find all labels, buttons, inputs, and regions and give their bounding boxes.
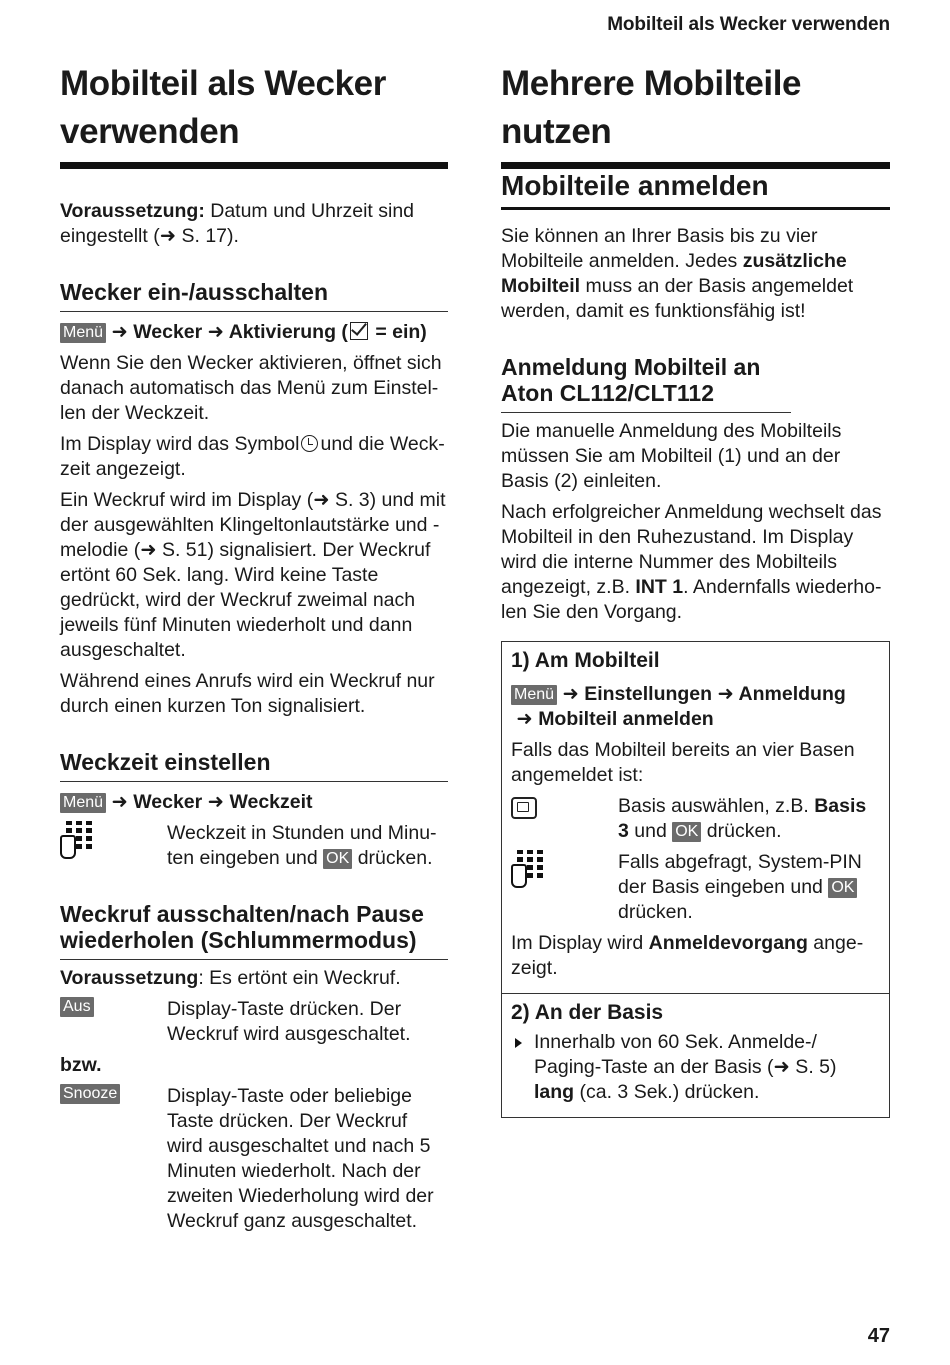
checkbox-icon <box>350 322 368 340</box>
box-section-handset <box>502 642 889 993</box>
instruction-text: Display-Taste drücken. Der Weckruf wird ausgeschaltet. <box>167 998 411 1045</box>
arrow-icon: ➜ <box>159 225 177 247</box>
text: drücken. <box>352 847 433 869</box>
section-title-register: Mobilteile anmelden <box>501 169 890 210</box>
ok-key[interactable]: OK <box>323 849 352 869</box>
ok-key[interactable]: OK <box>828 878 857 898</box>
section-title-alarm-onoff: Wecker ein-/ausschalten <box>60 279 448 312</box>
page-number: 47 <box>867 1325 890 1347</box>
text: Falls abgefragt, System-PIN der Basis eingeben und <box>618 851 862 898</box>
ok-key[interactable]: OK <box>672 822 701 842</box>
path-item-settings: Einstellungen <box>584 683 713 705</box>
bullet-triangle-icon <box>515 1038 522 1048</box>
arrow-icon: ➜ <box>717 683 734 705</box>
page-title-alarm: Mobilteil als Wecker verwenden <box>60 60 448 169</box>
menu-key[interactable]: Menü <box>60 323 106 343</box>
menu-path-alarm-time <box>60 790 448 815</box>
instruction-box <box>501 641 890 1118</box>
text: S. 5) <box>789 1056 837 1078</box>
text-bold: Anmeldevorgang <box>648 932 808 954</box>
text: S. 3) und mit der ausgewählten Klingeltonlautstärke und -melodie ( <box>60 489 446 561</box>
off-key[interactable]: Aus <box>60 997 94 1017</box>
page-title-multiple-handsets: Mehrere Mobilteile nutzen <box>501 60 890 169</box>
arrow-icon: ➜ <box>562 683 579 705</box>
text: Nach erfolgreicher Anmeldung wechselt das Mobilteil in den Ruhezustand. Im Display wird die interne Nummer des Mobilteils angezeigt, z.B. <box>501 501 882 598</box>
prerequisite <box>60 966 448 991</box>
snooze-key[interactable]: Snooze <box>60 1084 120 1104</box>
instruction-text <box>618 850 880 925</box>
text: drücken. <box>618 901 693 923</box>
paragraph <box>60 432 448 482</box>
box-section-base <box>502 993 889 1117</box>
text-bold: INT 1 <box>635 576 684 598</box>
paragraph: Während eines Anrufs wird ein Weckruf nur durch einen kurzen Ton signalisiert. <box>60 670 435 717</box>
path-item-on: = ein) <box>369 321 427 343</box>
section-title-snooze: Weckruf ausschalten/nach Pause wiederholen (Schlummermodus) <box>60 901 448 960</box>
arrow-icon: ➜ <box>313 489 330 511</box>
text: Sie können an Ihrer Basis bis zu vier Mobilteile anmelden. Jedes <box>501 225 818 272</box>
box-title: 2) An der Basis <box>511 1001 664 1024</box>
paragraph: Wenn Sie den Wecker aktivieren, öffnet sich danach automatisch das Menü zum Einstel-len der Weckzeit. <box>60 352 442 424</box>
paragraph <box>501 500 890 625</box>
paragraph: Die manuelle Anmeldung des Mobilteils müssen Sie am Mobilteil (1) und an der Basis (2) einleiten. <box>501 420 842 492</box>
text-bold: lang <box>534 1081 575 1103</box>
prereq-ref[interactable]: S. 17). <box>176 225 239 247</box>
text: . Andernfalls wiederho-len Sie den Vorgang. <box>501 576 882 623</box>
path-item-register-handset: Mobilteil anmelden <box>538 708 714 730</box>
text: Innerhalb von 60 Sek. Anmelde-/ Paging-Taste an der Basis ( <box>534 1031 817 1078</box>
text: ange-zeigt. <box>511 932 864 979</box>
prereq-text: : Es ertönt ein Weckruf. <box>198 967 401 989</box>
arrow-icon: ➜ <box>140 539 157 561</box>
alarm-clock-icon <box>301 435 318 452</box>
section-title-register-aton: Anmeldung Mobilteil an Aton CL112/CLT112 <box>501 354 791 413</box>
arrow-icon: ➜ <box>516 708 533 730</box>
text: muss an der Basis angemeldet werden, damit es funktionsfähig ist! <box>501 275 854 322</box>
instruction-text <box>618 794 880 844</box>
path-item-weckzeit: Weckzeit <box>229 791 313 813</box>
keypad-icon <box>60 821 167 871</box>
text: Im Display wird das Symbol <box>60 433 300 455</box>
text-bold: zusätzliche Mobilteil <box>501 250 847 297</box>
paragraph: Falls das Mobilteil bereits an vier Basen angemeldet ist: <box>511 739 855 786</box>
text: Im Display wird <box>511 932 649 954</box>
text: drücken. <box>701 820 782 842</box>
paragraph <box>511 931 880 981</box>
text-bold: Basis 3 <box>618 795 867 842</box>
menu-path-register <box>511 682 880 732</box>
text: und <box>628 820 673 842</box>
instruction-row <box>60 821 448 871</box>
text: und die Weck-zeit angezeigt. <box>60 433 445 480</box>
menu-key[interactable]: Menü <box>511 685 557 705</box>
prereq-label: Voraussetzung <box>60 967 199 989</box>
prereq-text: Datum und Uhrzeit sind eingestellt ( <box>60 200 415 247</box>
path-item-wecker: Wecker <box>133 791 203 813</box>
arrow-icon: ➜ <box>773 1056 790 1078</box>
instruction-row <box>60 997 448 1047</box>
running-head: Mobilteil als Wecker verwenden <box>607 14 890 35</box>
arrow-icon: ➜ <box>207 791 225 813</box>
instruction-row <box>511 794 880 844</box>
section-title-set-time: Weckzeit einstellen <box>60 749 448 782</box>
instruction-text <box>167 821 448 871</box>
text: S. 51) signalisiert. Der Weckruf ertönt 60 Sek. lang. Wird keine Taste gedrückt, wird der Weckruf zweimal nach jeweils fünf Minuten wiederholt und dann ausgeschaltet. <box>60 539 431 661</box>
paragraph <box>501 224 890 324</box>
prerequisite <box>60 199 448 249</box>
display-select-icon <box>511 794 618 844</box>
menu-key[interactable]: Menü <box>60 793 106 813</box>
left-column <box>60 60 448 1234</box>
paragraph <box>60 488 448 663</box>
or-label: bzw. <box>60 1054 102 1076</box>
menu-path-activation <box>60 320 448 345</box>
bullet-item <box>511 1030 880 1105</box>
prereq-label: Voraussetzung: <box>60 200 205 222</box>
bullet-text <box>534 1030 880 1105</box>
path-item-aktivierung: Aktivierung ( <box>228 321 348 343</box>
arrow-icon: ➜ <box>111 321 128 343</box>
path-item-registration: Anmeldung <box>738 683 846 705</box>
keypad-icon <box>511 850 618 925</box>
text: Basis auswählen, z.B. <box>618 795 815 817</box>
instruction-text: Display-Taste oder beliebige Taste drücken. Der Weckruf wird ausgeschaltet und nach 5 Minuten wiederholt. Nach der zweiten Wiederholung wird der Weckruf ganz ausgeschaltet. <box>167 1085 434 1232</box>
instruction-row <box>511 850 880 925</box>
path-item-wecker: Wecker <box>133 321 203 343</box>
arrow-icon: ➜ <box>207 321 225 343</box>
text: Weckzeit in Stunden und Minu-ten eingeben und <box>167 822 437 869</box>
right-column <box>501 60 890 1118</box>
box-title: 1) Am Mobilteil <box>511 649 660 672</box>
arrow-icon: ➜ <box>111 791 128 813</box>
text: Ein Weckruf wird im Display ( <box>60 489 314 511</box>
text: (ca. 3 Sek.) drücken. <box>574 1081 760 1103</box>
instruction-row <box>60 1084 448 1234</box>
